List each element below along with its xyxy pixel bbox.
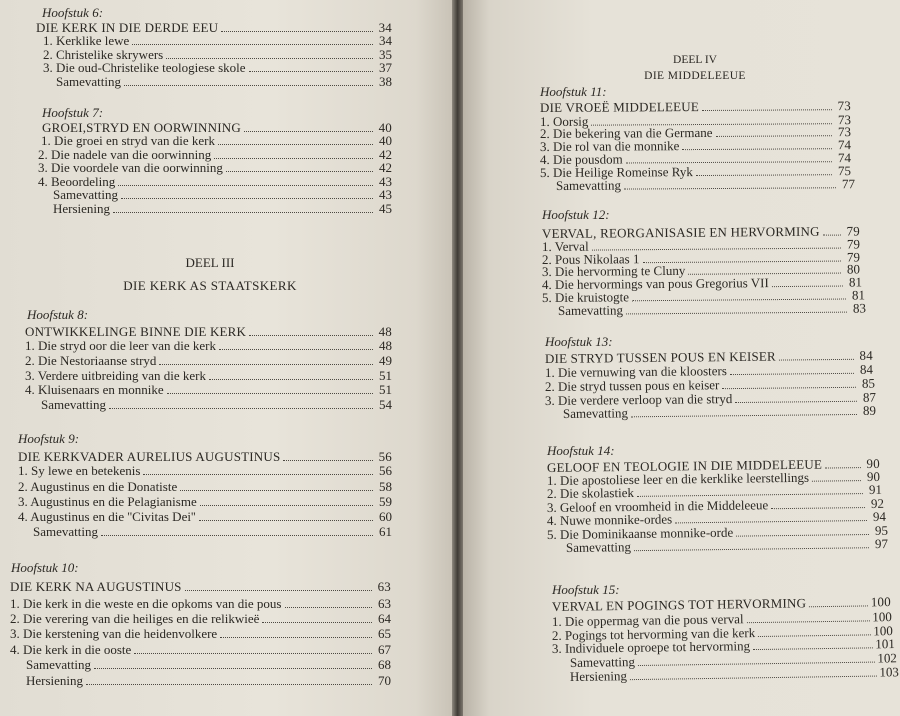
toc-entry (26, 674, 391, 687)
page-number: 63 (378, 596, 391, 611)
dot-leader (249, 70, 373, 72)
entry-title: 4. Kluisenaars en monnike (25, 382, 164, 397)
page-number: 56 (379, 463, 392, 478)
page-number: 43 (379, 174, 392, 189)
dot-leader (214, 157, 373, 159)
toc-entry (18, 480, 392, 493)
dot-leader (632, 298, 846, 302)
entry-title: 3. Augustinus en die Pelagianisme (18, 494, 197, 509)
page-number: 60 (379, 509, 392, 524)
entry-title: 2. Die stryd tussen pous en keiser (544, 377, 720, 394)
entry-title: 1. Sy lewe en betekenis (18, 463, 141, 478)
toc-entry (53, 202, 392, 215)
chapter-number: Hoofstuk 6: (42, 5, 104, 20)
entry-title: 1. Verval (541, 238, 589, 254)
page-number: 84 (859, 361, 873, 377)
page-number: 87 (862, 389, 876, 405)
entry-title: Samevatting (26, 657, 91, 672)
dot-leader (624, 186, 836, 189)
dot-leader (283, 459, 373, 461)
entry-title: Samevatting (555, 177, 622, 193)
dot-leader (637, 492, 863, 497)
page-number: 40 (378, 120, 392, 135)
entry-title: 3. Verdere uitbreiding van die kerk (25, 368, 206, 383)
toc-entry (25, 383, 392, 396)
entry-title: 3. Die rol van die monnike (539, 138, 680, 154)
chapter-title: VERVAL EN POGINGS TOT HERVORMING (551, 595, 807, 614)
page-number: 97 (874, 536, 888, 552)
entry-title: 2. Pogings tot hervorming van die kerk (551, 625, 756, 643)
toc-entry (25, 354, 392, 367)
page-number: 54 (379, 397, 392, 412)
chapter-title-row (540, 99, 851, 114)
entry-title: Samevatting (41, 397, 106, 412)
dot-leader (812, 479, 861, 482)
page-number: 77 (841, 176, 856, 192)
dot-leader (166, 57, 373, 59)
dot-leader (143, 473, 373, 475)
dot-leader (730, 372, 854, 375)
page-number: 45 (379, 201, 392, 216)
dot-leader (209, 378, 373, 380)
chapter-heading (27, 308, 88, 321)
entry-title: 1. Die oppermag van die pous verval (551, 611, 744, 629)
page-number: 91 (868, 481, 882, 498)
entry-title: 2. Augustinus en die Donatiste (18, 479, 178, 494)
entry-title: 2. Die Nestoriaanse stryd (25, 353, 157, 368)
page-number: 73 (837, 98, 852, 114)
dot-leader (226, 170, 373, 172)
entry-title: 3. Die voordele van die oorwinning (38, 160, 223, 175)
chapter-title-row (25, 325, 392, 338)
page-number: 80 (846, 261, 860, 277)
dot-leader (159, 363, 373, 365)
chapter-number: Hoofstuk 7: (42, 105, 104, 120)
page-number: 102 (877, 650, 897, 666)
dot-leader (221, 30, 373, 32)
page-number: 34 (379, 33, 392, 48)
page-number: 51 (379, 382, 392, 397)
chapter-number: Hoofstuk 10: (11, 560, 79, 575)
page-number: 67 (378, 642, 391, 657)
dot-leader (109, 407, 373, 409)
toc-entry (33, 525, 392, 538)
dot-leader (696, 173, 832, 176)
entry-title: 3. Die hervorming te Cluny (541, 262, 686, 279)
entry-title: 4. Die pousdom (539, 151, 623, 167)
page-number: 63 (377, 579, 391, 594)
dot-leader (185, 589, 372, 591)
page-number: 51 (379, 368, 392, 383)
entry-title: 4. Die kerk in die ooste (10, 642, 132, 657)
chapter-title: ONTWIKKELINGE BINNE DIE KERK (25, 324, 247, 339)
page-number: 90 (866, 468, 880, 485)
dot-leader (218, 143, 373, 145)
chapter-heading (542, 208, 610, 221)
page-number: 74 (837, 150, 852, 166)
chapter-title: DIE STRYD TUSSEN POUS EN KEISER (544, 348, 776, 366)
page-number: 40 (379, 133, 392, 148)
entry-title: 2. Pous Nikolaas 1 (541, 251, 640, 267)
dot-leader (809, 604, 868, 607)
dot-leader (779, 358, 854, 361)
chapter-number: Hoofstuk 13: (545, 334, 613, 349)
part-number: DEEL III (185, 255, 235, 270)
page-number: 100 (870, 594, 891, 610)
toc-entry (56, 75, 392, 88)
dot-leader (825, 466, 861, 468)
entry-title: 2. Die skolastiek (546, 484, 635, 501)
page-number: 92 (870, 495, 884, 511)
toc-entry (558, 301, 866, 317)
dot-leader (180, 489, 373, 491)
page-number: 59 (379, 494, 392, 509)
entry-title: 1. Die vernuwing van die kloosters (544, 363, 727, 380)
entry-title: 5. Die kruistogte (541, 289, 630, 305)
dot-leader (200, 504, 373, 506)
page-number: 35 (379, 47, 392, 62)
entry-title: Hersiening (53, 201, 111, 216)
entry-title: Samevatting (565, 539, 632, 555)
page-number: 73 (837, 124, 852, 140)
toc-entry (10, 612, 391, 625)
dot-leader (249, 334, 373, 336)
entry-title: 3. Die verdere verloop van die stryd (544, 391, 733, 408)
entry-title: 5. Die Heilige Romeinse Ryk (539, 164, 693, 180)
page-number: 75 (837, 163, 852, 179)
dot-leader (262, 621, 372, 623)
entry-title: 4. Augustinus en die ''Civitas Dei'' (18, 509, 196, 524)
dot-leader (113, 211, 373, 213)
page-number: 42 (379, 147, 392, 162)
page-number: 84 (859, 347, 873, 363)
page-number: 74 (837, 137, 852, 153)
chapter-heading (545, 335, 613, 348)
dot-leader (716, 134, 832, 137)
entry-title: 2. Die bekering van die Germane (539, 124, 713, 141)
entry-title: 2. Christelike skrywers (43, 47, 164, 62)
dot-leader (771, 506, 865, 509)
dot-leader (134, 652, 372, 654)
page-number: 81 (851, 287, 865, 303)
part-title: DIE KERK AS STAATSKERK (123, 278, 297, 293)
page-number: 79 (846, 249, 860, 265)
book-gutter (452, 0, 463, 716)
page-number: 100 (872, 609, 892, 625)
page-number: 89 (862, 402, 876, 418)
dot-leader (199, 519, 373, 521)
page-number: 95 (874, 522, 888, 538)
entry-title: Samevatting (557, 302, 624, 318)
dot-leader (626, 160, 832, 163)
page-number: 81 (848, 274, 862, 290)
chapter-heading (18, 432, 79, 445)
dot-leader (702, 108, 832, 111)
page-number: 79 (846, 223, 860, 239)
entry-title: 3. Die oud-Christelike teologiese skole (43, 60, 246, 75)
dot-leader (736, 533, 869, 537)
dot-leader (124, 84, 373, 86)
chapter-number: Hoofstuk 9: (18, 431, 80, 446)
chapter-heading (540, 85, 607, 98)
toc-entry (10, 627, 391, 640)
chapter-title: GROEI,STRYD EN OORWINNING (42, 120, 241, 135)
entry-title: 2. Die nadele van die oorwinning (38, 147, 212, 162)
page-number: 42 (379, 160, 392, 175)
dot-leader (285, 606, 373, 608)
part-heading (60, 256, 360, 292)
dot-leader (118, 184, 373, 186)
dot-leader (735, 400, 857, 403)
dot-leader (772, 285, 843, 288)
page-number: 48 (379, 338, 392, 353)
chapter-heading (552, 583, 620, 596)
entry-title: Samevatting (562, 405, 629, 421)
toc-entry (556, 177, 855, 192)
dot-leader (132, 43, 373, 45)
toc-entry (43, 61, 392, 74)
chapter-number: Hoofstuk 12: (542, 207, 610, 222)
entry-title: 1. Die groei en stryd van die kerk (41, 133, 216, 148)
part-number: DEEL IV (673, 54, 717, 66)
chapter-number: Hoofstuk 11: (540, 84, 607, 99)
entry-title: 3. Individuele oproepe tot hervorming (551, 638, 751, 656)
dot-leader (823, 234, 841, 236)
dot-leader (675, 519, 867, 523)
toc-entry (53, 188, 392, 201)
chapter-title: VERVAL, REORGANISASIE EN HERVORMING (541, 223, 820, 241)
page-number: 49 (379, 353, 392, 368)
toc-entry (38, 161, 392, 174)
chapter-title: DIE VROEË MIDDELEEUE (539, 99, 700, 115)
toc-entry (25, 339, 392, 352)
entry-title: 2. Die verering van die heiliges en die relikwieë (10, 611, 260, 626)
chapter-title: GELOOF EN TEOLOGIE IN DIE MIDDELEEUE (546, 456, 823, 475)
part-heading (595, 55, 795, 82)
page-number: 43 (379, 187, 392, 202)
entry-title: 3. Geloof en vroomheid in die Middeleeue (546, 497, 769, 515)
page-number: 48 (378, 324, 392, 339)
page-number: 79 (846, 236, 860, 252)
toc-entry (43, 34, 392, 47)
dot-leader (219, 348, 373, 350)
page-number: 68 (378, 657, 391, 672)
entry-title: Hersiening (569, 668, 628, 684)
dot-leader (101, 534, 373, 536)
dot-leader (626, 311, 847, 315)
chapter-number: Hoofstuk 8: (27, 307, 89, 322)
page-number: 58 (379, 479, 392, 494)
chapter-title: DIE KERKVADER AURELIUS AUGUSTINUS (18, 449, 281, 464)
dot-leader (753, 646, 872, 650)
entry-title: 3. Die kerstening van die heidenvolkere (10, 626, 218, 641)
chapter-number: Hoofstuk 15: (552, 582, 620, 597)
chapter-heading (42, 6, 103, 19)
chapter-title: DIE KERK NA AUGUSTINUS (10, 579, 182, 594)
entry-title: 1. Oorsig (539, 113, 589, 129)
toc-entry (18, 510, 392, 523)
dot-leader (682, 147, 832, 150)
toc-entry (25, 369, 392, 382)
dot-leader (758, 633, 870, 637)
entry-title: 4. Beoordeling (38, 174, 116, 189)
chapter-heading (42, 106, 103, 119)
entry-title: 1. Kerklike lewe (43, 33, 130, 48)
page-number: 61 (379, 524, 392, 539)
page-number: 73 (837, 112, 852, 128)
entry-title: 4. Die hervormings van pous Gregorius VII (541, 275, 769, 292)
page-number: 103 (879, 664, 899, 680)
dot-leader (634, 546, 869, 551)
page-number: 38 (379, 74, 392, 89)
page-number: 90 (866, 455, 880, 472)
entry-title: 1. Die stryd oor die leer van die kerk (25, 338, 216, 353)
chapter-heading (547, 444, 615, 457)
chapter-title-row (18, 450, 392, 463)
dot-leader (86, 683, 372, 685)
page-number: 70 (378, 673, 391, 688)
dot-leader (244, 130, 373, 132)
entry-title: Samevatting (569, 654, 636, 670)
page-number: 83 (852, 300, 866, 316)
chapter-heading (11, 561, 79, 574)
entry-title: Samevatting (33, 524, 98, 539)
entry-title: Samevatting (53, 187, 118, 202)
chapter-title-row (10, 580, 391, 593)
dot-leader (747, 619, 870, 623)
page-number: 34 (378, 20, 392, 35)
page-number: 65 (378, 626, 391, 641)
page-number: 94 (872, 508, 886, 524)
toc-entry (41, 398, 392, 411)
entry-title: Samevatting (56, 74, 121, 89)
dot-leader (167, 392, 373, 394)
dot-leader (722, 386, 856, 389)
page-number: 64 (378, 611, 391, 626)
entry-title: 1. Die apostoliese leer en die kerklike leerstellings (546, 469, 810, 488)
entry-title: 5. Die Dominikaanse monnike-orde (546, 524, 734, 542)
chapter-title: DIE KERK IN DIE DERDE EEU (36, 20, 219, 35)
page-number: 37 (379, 60, 392, 75)
page-number: 85 (861, 375, 875, 391)
chapter-number: Hoofstuk 14: (547, 443, 615, 458)
toc-entry (26, 658, 391, 671)
toc-entry (10, 643, 391, 656)
toc-entry (41, 134, 392, 147)
toc-entry (18, 464, 392, 477)
page-number: 56 (378, 449, 392, 464)
dot-leader (631, 413, 857, 417)
page-number: 101 (875, 636, 895, 652)
dot-leader (94, 667, 372, 669)
toc-entry (10, 597, 391, 610)
page-number: 100 (873, 623, 893, 639)
dot-leader (121, 197, 373, 199)
dot-leader (220, 636, 372, 638)
toc-entry (18, 495, 392, 508)
entry-title: 4. Nuwe monnike-ordes (546, 511, 673, 528)
entry-title: Hersiening (26, 673, 84, 688)
part-title: DIE MIDDELEEUE (644, 69, 746, 82)
entry-title: 1. Die kerk in die weste en die opkoms van die pous (10, 596, 282, 611)
